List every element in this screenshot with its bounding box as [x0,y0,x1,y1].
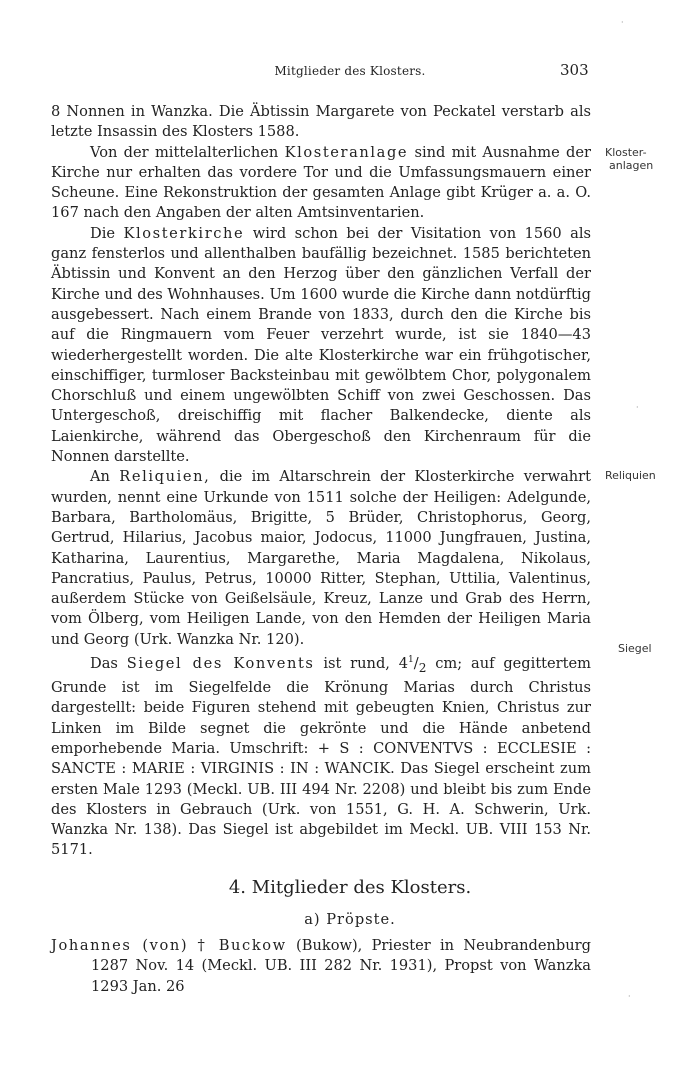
paragraph-text: cm; auf gegittertem Grunde ist im Siegelfelde die Krönung Marias durch Christus dargestellt: beide Figuren stehend mit gebeugten Knien, Christus zur Linken im Bilde segnet die gekrönte und die Hände anbetend emporhebende Maria. Umschrift: + S : CONVENTVS : ECCLESIE : SANCTE : MARIE : VIRGINIS : IN : WANCIK. Das Siegel erscheint zum ersten Male 1293 (Meckl. UB. III 494 Nr. 2208) und bleibt bis zum Ende des Klosters in Gebrauch (Urk. von 1551, G. H. A. Schwerin, Urk. Wanzka Nr. 138). Das Siegel ist abgebildet im Meckl. UB. VIII 153 Nr. 5171. [51,654,591,859]
spaced-term: Klosteranlage [284,143,409,161]
paragraph-klosteranlage [51,143,591,224]
dagger-symbol: † [197,937,210,954]
paragraph-text: sind mit Ausnahme der Kirche nur erhalten das vordere Tor und die Umfassungsmauern einer Scheune. Eine Rekonstruktion der gesamten Anlage gibt Krüger a. a. O. 167 nach den Angaben der alten Amtsinventarien. [51,143,592,222]
body-text [51,102,591,861]
paragraph-reliquien [51,467,591,650]
spaced-term: Klosterkirche [123,224,245,242]
sub-heading: a) Pröpste. [304,911,396,928]
lead-text: Von der mittelalterlichen [90,143,279,161]
section-heading: 4. Mitglieder des Klosters. [228,877,472,898]
spaced-term: Reliquien, [119,468,211,486]
paragraph-text: ist rund, 4 [323,654,409,672]
entry-text: (Bukow), Priester in Neubrandenburg 1287 Nov. 14 (Meckl. UB. III 282 Nr. 1931), Propst von Wanzka 1293 Jan. 26 [91,937,591,995]
running-title: Mitglieder des Klosters. [274,64,426,78]
lead-text: Die [90,224,116,242]
lead-text: Das [90,654,118,672]
scan-speck: · [628,992,631,1001]
margin-note-siegel: Siegel [618,642,652,655]
entry-name: Johannes (von) [51,937,189,954]
paragraph-siegel: Das Siegel des Konvents ist rund, $4^1/_2$ cm; auf gegittertem Grunde ist im Siegelfelde die Krönung Marias durch Christus dargestellt: beide Figuren stehend mit gebeugten Knien, Christus zur Linken im Bilde segnet die gekrönte und die Hände anbetend emporhebende Maria. Umschrift: + S : CONVENTVS : ECCLESIE : SANCTE : MARIE : VIRGINIS : IN : WANCIK. Das Siegel erscheint zum ersten Male 1293 (Meckl. UB. III 494 Nr. 2208) und bleibt bis zum Ende des Klosters in Gebrauch (Urk. von 1551, G. H. A. Schwerin, Urk. Wanzka Nr. 138). Das Siegel ist abgebildet im Meckl. UB. VIII 153 Nr. 5171. [51,654,591,859]
margin-note-reliquien: Reliquien [605,469,656,482]
paragraph-1: 8 Nonnen in Wanzka. Die Äbtissin Margarete von Peckatel verstarb als letzte Insassin des Klosters 1588. [51,103,591,141]
spaced-term: Siegel des Konvents [126,654,315,672]
provost-entry [51,936,591,997]
fraction-denominator: 2 [418,660,427,675]
paragraph-text: wird schon bei der Visitation von 1560 als ganz fensterlos und allenthalben baufällig bezeichnet. 1585 berichteten Äbtissin und Konvent an den Herzog über den gänzlichen Verfall der Kirche und des Wohnhauses. Um 1600 wurde die Kirche dann notdürftig ausgebessert. Nach einem Brande von 1833, durch den die Kirche bis auf die Ringmauern vom Feuer verzehrt wurde, ist sie 1840—43 wiederhergestellt worden. Die alte Klosterkirche war ein frühgotischer, einschiffiger, turmloser Backsteinbau mit gewölbtem Chor, polygonalem Chorschluß und einem ungewölbten Schiff von zwei Geschossen. Das Untergeschoß, dreischiffig mit flacher Balkendecke, diente als Laienkirche, während das Obergeschoß den Kirchenraum für die Nonnen darstellte. [51,224,592,466]
paragraph-klosterkirche [51,224,591,468]
margin-note-klosteranlagen [605,146,653,172]
paragraph-text: die im Altarschrein der Klosterkirche verwahrt wurden, nennt eine Urkunde von 1511 solche der Heiligen: Adelgunde, Barbara, Bartholomäus, Brigitte, 5 Brüder, Christophorus, Georg, Gertrud, Hilarius, Jacobus maior, Jodocus, 11000 Jungfrauen, Justina, Katharina, Laurentius, Margarethe, Maria Magdalena, Nikolaus, Pancratius, Paulus, Petrus, 10000 Ritter, Stephan, Uttilia, Valentinus, außerdem Stücke von Geißelsäule, Kreuz, Lanze und Grab des Herrn, vom Ölberg, vom Heiligen Lande, von den Hemden der Heiligen Maria und Georg (Urk. Wanzka Nr. 120). [51,468,592,648]
margin-note-line: anlagen [609,159,654,172]
scan-speck: · [621,18,624,27]
lead-text: An [90,468,110,486]
page-number: 303 [560,61,589,79]
scan-speck: · [636,403,639,412]
fraction-numerator: 1 [408,655,414,666]
margin-note-line: Kloster- [605,146,647,159]
entry-spaced-name: Buckow [218,937,287,954]
